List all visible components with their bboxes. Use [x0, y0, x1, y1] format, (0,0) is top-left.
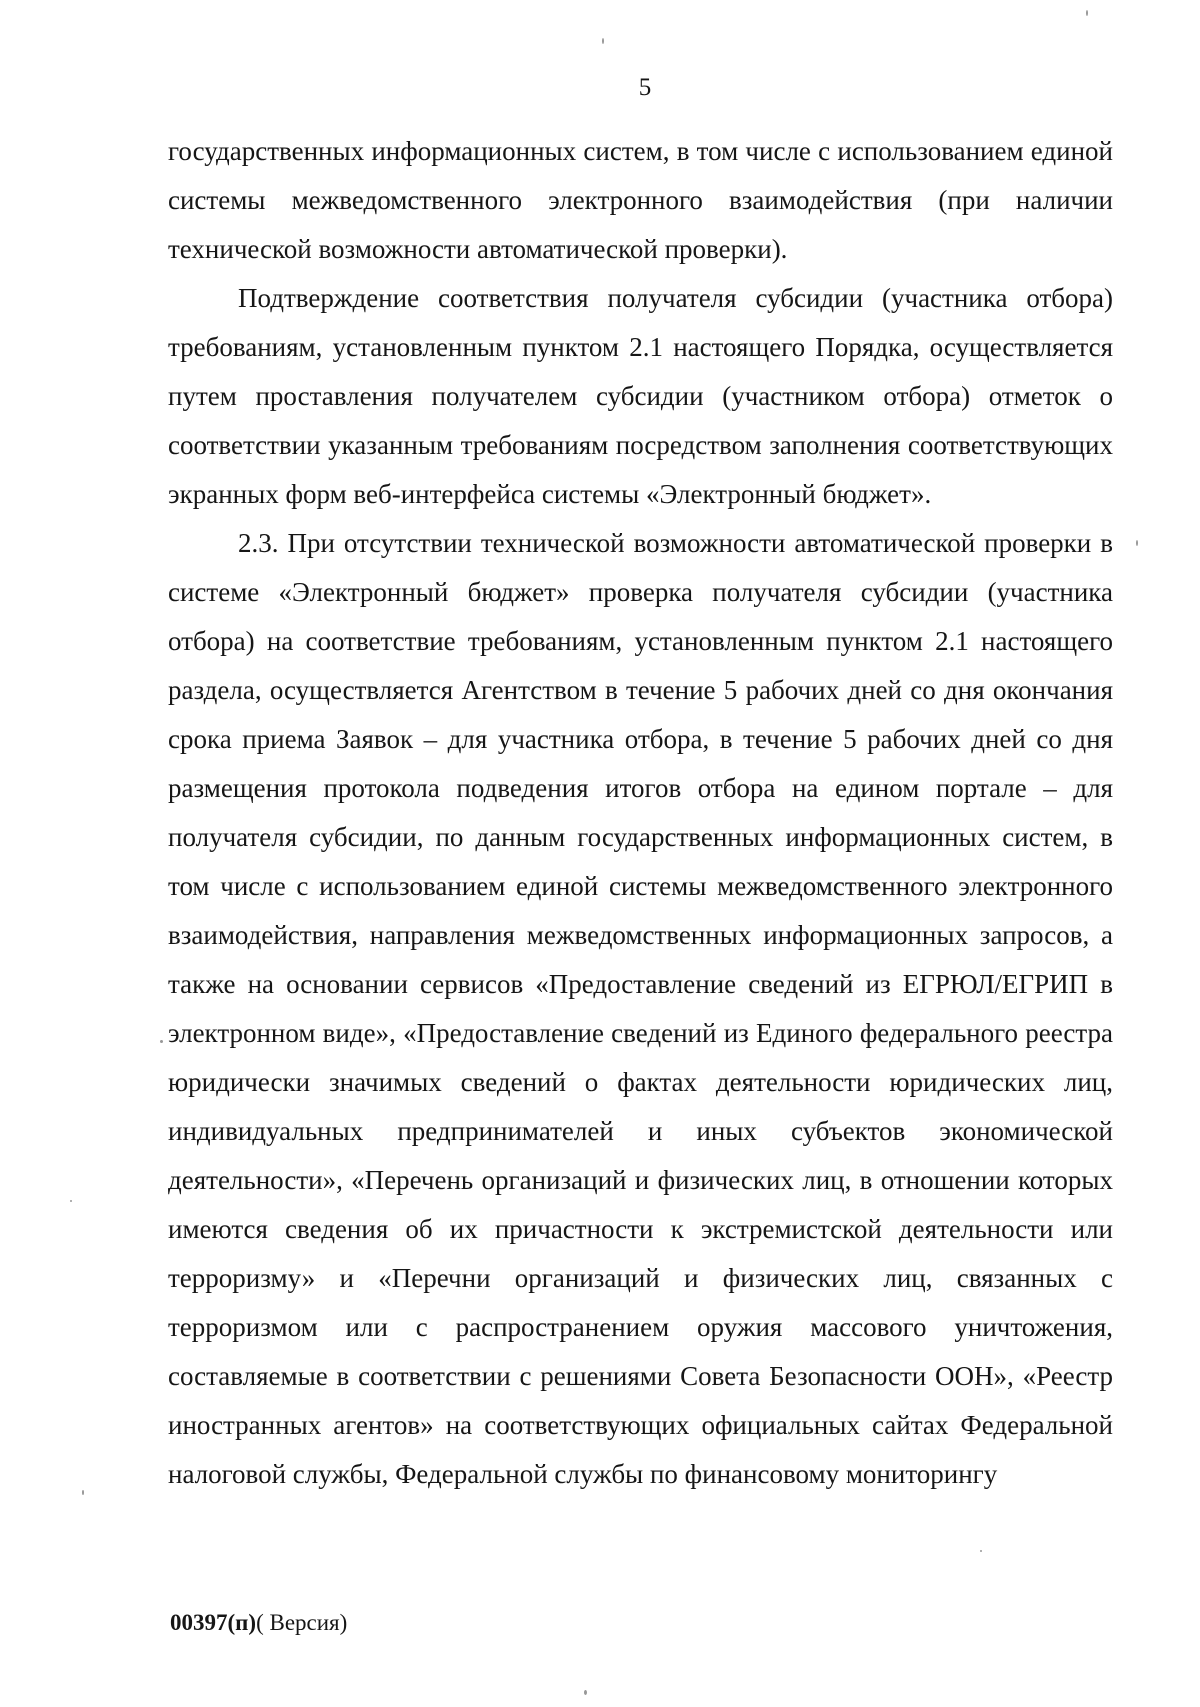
page-number: 5 — [638, 74, 652, 101]
document-code: 00397(п) — [170, 1610, 257, 1635]
scan-speck — [70, 1200, 72, 1202]
scan-speck — [980, 1550, 982, 1552]
scan-speck — [602, 38, 604, 44]
document-version: ( Версия) — [256, 1610, 348, 1635]
paragraph-2-3: 2.3. При отсутствии технической возможности автоматической проверки в системе «Электронный бюджет» проверка получателя субсидии (участника отбора) на соответствие требованиям, установленным пунктом 2.1 настоящего раздела, осуществляется Агентством в течение 5 рабочих дней со дня окончания срока приема Заявок – для участника отбора, в течение 5 рабочих дней со дня размещения протокола подведения итогов отбора на едином портале – для получателя субсидии, по данным государственных информационных систем, в том числе с использованием единой системы межведомственного электронного взаимодействия, направления межведомственных информационных запросов, а также на основании сервисов «Предоставление сведений из ЕГРЮЛ/ЕГРИП в электронном виде», «Предоставление сведений из Единого федерального реестра юридически значимых сведений о фактах деятельности юридических лиц, индивидуальных предпринимателей и иных субъектов экономической деятельности», «Перечень организаций и физических лиц, в отношении которых имеются сведения об их причастности к экстремистской деятельности или терроризму» и «Перечни организаций и физических лиц, связанных с терроризмом или с распространением оружия массового уничтожения, составляемые в соответствии с решениями Совета Безопасности ООН», «Реестр иностранных агентов» на соответствующих официальных сайтах Федеральной налоговой службы, Федеральной службы по финансовому мониторингу — [168, 528, 1113, 1489]
paragraph-confirmation: Подтверждение соответствия получателя субсидии (участника отбора) требованиям, установленным пунктом 2.1 настоящего Порядка, осуществляется путем проставления получателем субсидии (участником отбора) отметок о соответствии указанным требованиям посредством заполнения соответствующих экранных форм веб-интерфейса системы «Электронный бюджет». — [168, 283, 1113, 509]
scan-speck — [1136, 540, 1138, 546]
document-footer — [170, 1608, 347, 1638]
scan-speck — [160, 1040, 163, 1043]
paragraph-continuation: государственных информационных систем, в том числе с использованием единой системы межведомственного электронного взаимодействия (при наличии технической возможности автоматической проверки). — [168, 136, 1113, 264]
scan-speck — [1086, 10, 1088, 16]
scan-speck — [82, 1490, 84, 1495]
scan-speck — [584, 1690, 587, 1695]
document-body — [168, 127, 1113, 1499]
